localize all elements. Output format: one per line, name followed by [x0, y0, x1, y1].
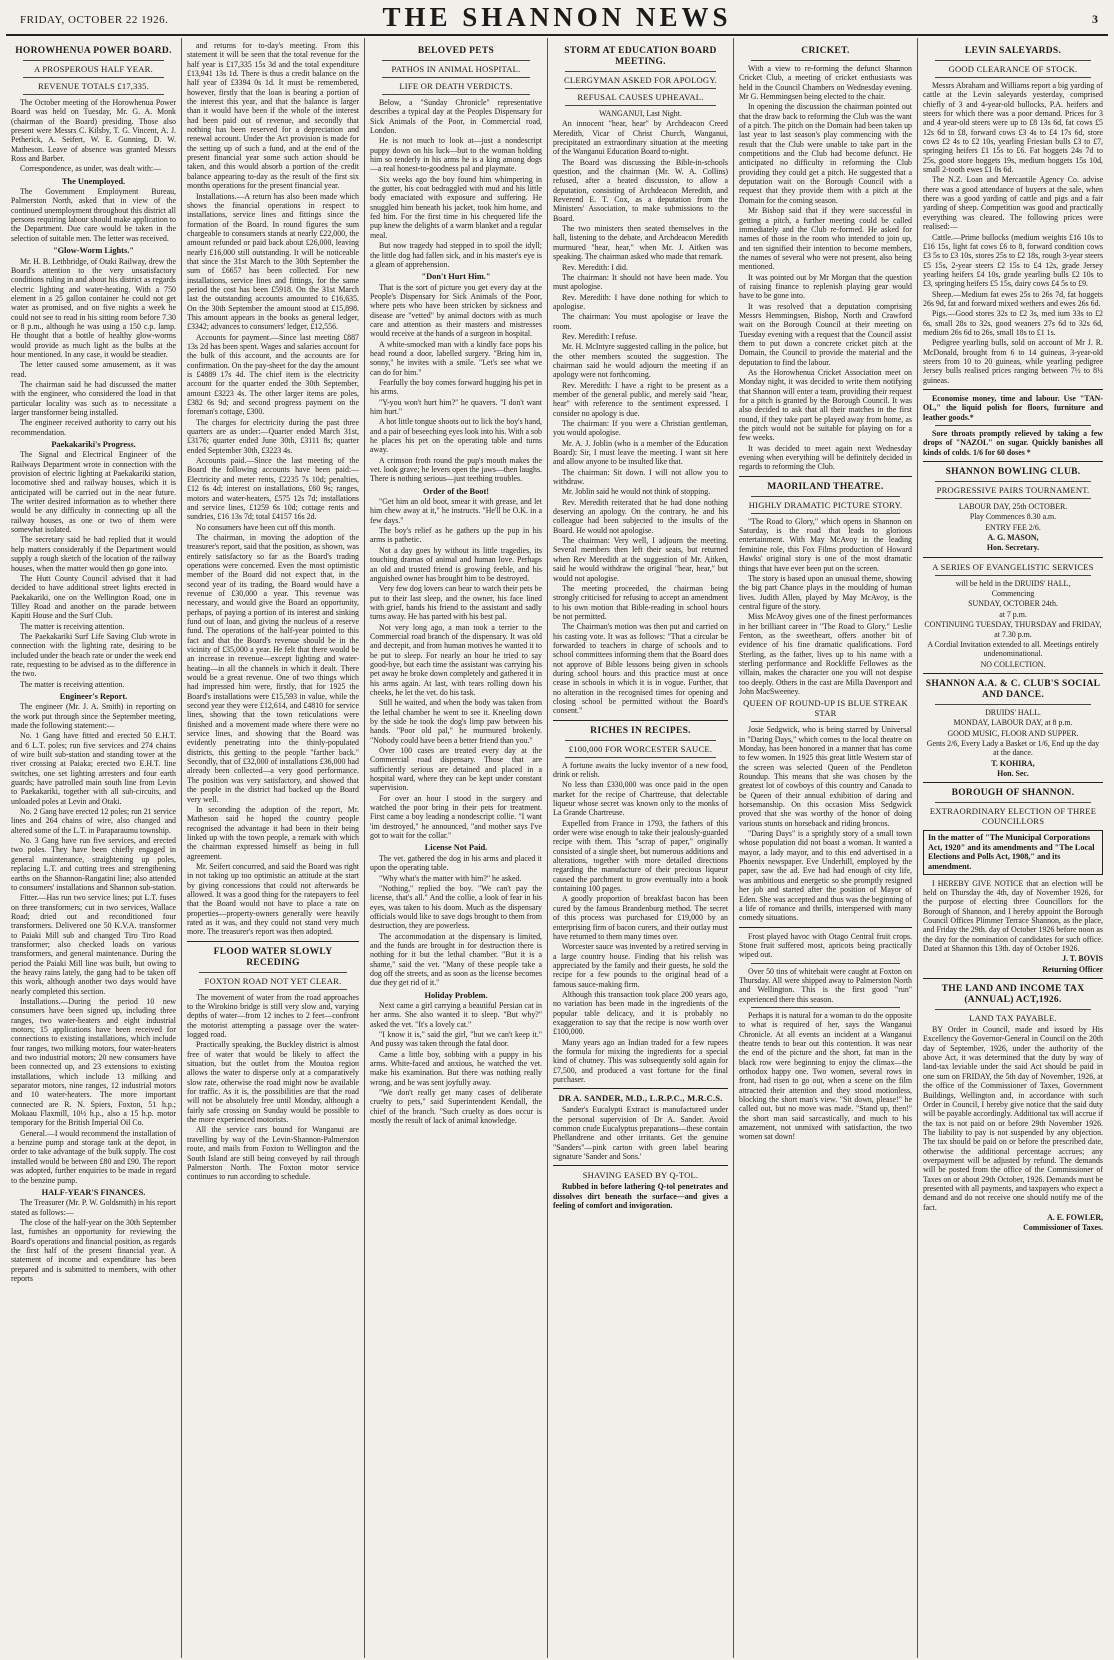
evangelistic-services-notice — [923, 562, 1103, 669]
divider — [739, 476, 912, 477]
notice-title: A SERIES OF EVANGELISTIC SERVICES — [932, 561, 1094, 572]
paragraph: and returns for to-day's meeting. From this statement it will be seen that the total revenue for the half year is £17,335 15s 3d and the total expenditure £13,941 13s 1d. There is thus a credit balance on the half year of £3394 0s 1d. It must be remembered, however, firstly that the loan is bearing a portion of the interest this year, and that the balance is larger than it would have been if the whole of the interest had been paid out of revenue, and secondly that nothing has been reserved for a depreciation and renewal account. Under the Act provision is made for the setting up of such a fund, and at the end of the present financial year some such action should be taken, and this would absorb a portion of the credit balance appearing to-day as the result of the first six months operations for the present financial year. — [187, 41, 359, 191]
section-heading: Holiday Problem. — [424, 990, 488, 1000]
headline-education-board: STORM AT EDUCATION BOARD MEETING. — [564, 46, 717, 67]
subhead: LIFE OR DEATH VERDICTS. — [399, 81, 513, 91]
headline-beloved-pets: BELOVED PETS — [417, 46, 495, 56]
notice-line: ENTRY FEE 2/6. — [985, 522, 1041, 532]
notice-line: Play Commences 8.30 a.m. — [969, 512, 1057, 522]
paragraph: Perhaps it is natural for a woman to do the opposite to what is required of her, says the Wanganui Chronicle. At all events an incident at a Wanganui theatre tends to bear out this contention. It was near the end of the picture and the short, fat man in the black row were beginning to enjoy the climax—the orthodox happy one. Two women, several rows in front, had risen to go out, when a scene on the film attracted their attention and they stood motionless, blocking the short man's view. "Sit down, please!" he called out, but no move was made. "Stand up, then!" the short man said sarcastically, and much to his amazement, not unmixed with satisfaction, the two women sat down! — [739, 1010, 912, 1142]
subhead: GOOD CLEARANCE OF STOCK. — [948, 64, 1078, 74]
section-heading: The Unemployed. — [61, 176, 126, 186]
notice-line: NO COLLECTION. — [980, 659, 1046, 669]
notice-line: GOOD MUSIC, FLOOR AND SUPPER. — [947, 728, 1079, 738]
paragraph: "Y-you won't hurt him?" he quavers. "I don't want him hurt." — [370, 397, 542, 416]
issue-date: FRIDAY, OCTOBER 22 1926. — [20, 14, 169, 26]
paragraph: Accounts paid.—Since the last meeting of the Board the following accounts have been paid:—Electricity and meter rents, £2235 7s 10d; penalties, £12 6s 4d; interest on installations, £60 9s; ranges, motors and water-heaters, £575 12s 7d; installations and service lines, £1259 6s 10d; cottage rents and sundries, £16 13s 7d; total £4157 16s 2d. — [187, 456, 359, 522]
divider — [553, 1165, 728, 1166]
notice-body: BY Order in Council, made and issued by His Excellency the Governor-General in Council on the 20th day of September, 1926, under the authority of the above Act, it was determined that the duty by way of land-tax leviable under the said Act should be paid in one sum on FRIDAY, the 5th day of November, 1926, at the office of the Commissioner of Taxes, Government Buildings, Wellington and, in accordance with such Order in Council, I hereby give notice that the said duty will be payable accordingly. Additional tax will accrue if the tax is not paid on or before 29th November 1926. The liability to pay is not suspended by any objection. The tax should be paid on or before the prescribed date, otherwise the additional percentage accrues; any overpayment will be adjusted by refund. The demands will be posted from the office of the Commissioner of Taxes on or about 29th October, 1926. Demands must be presented with all payments, and taxpayers who expect a demand and do not receive one should notify me of the fact. — [923, 1025, 1103, 1212]
paragraph: The two ministers then seated themselves in the hall, listening to the debate, and Archdeacon Meredith murmured "hear, hear," when Mr. J. Aitken was speaking. The chairman asked who made that remark. — [553, 224, 728, 262]
paragraph: It was decided to meet again next Wednesday evening when everything will be definitely decided in regards to reforming the Club. — [739, 443, 912, 472]
paragraph: The matter is receiving attention. — [20, 679, 125, 689]
paragraph: As the Horowhenua Cricket Association meet on Monday night, it was decided to write them notifying that Shannon will enter a team, providing their request for a pitch is granted by the Borough Council. It was also decided to ask that all their matches in the first round, if they take part be played away from home, as the pitch would not be suitable for playing on for a few weeks. — [739, 368, 912, 443]
paragraph: Rev. Meredith: I did. — [562, 262, 628, 272]
paragraph: Fearfully the boy comes forward hugging his pet in his arms. — [370, 377, 542, 397]
headline-flood: FLOOD WATER SLOWLY RECEDING — [213, 946, 333, 968]
divider — [923, 389, 1103, 390]
paragraph: "We don't really get many cases of deliberate cruelty to pets," said Superintendent Kendall, the chief of the branch. "Such cruelty as does occur is mostly the result of lack of animal knowledge. — [370, 1088, 542, 1126]
column-3 — [365, 38, 548, 1658]
columns — [6, 38, 1108, 1658]
paragraph: An innocent "hear, hear" by Archdeacon Creed Meredith, Vicar of Christ Church, Wanganui, precipitated an extraordinary situation at the meeting of the Wanganui Education Board to-night. — [553, 119, 728, 157]
headline-theatre: MAORILAND THEATRE. — [767, 481, 884, 492]
notice-signature: J. T. BOVIS — [1062, 954, 1103, 964]
page-number: 3 — [1092, 12, 1098, 26]
paragraph: Accounts for payment.—Since last meeting £887 13s 2d has been spent. Wages and salaries account for the bulk of this account, and the accounts are for confirmation. On the pay-sheet for the day the amount is £4889 17s 4d. The chief item is the electricity account for the quarter ended the 30th September, amount £3223 4s. The other larger items are poles, £382 6s 9d; and second progress payment on the foreman's cottage, £300. — [187, 332, 359, 417]
paragraph: Messrs Abraham and Williams report a big yarding of cattle at the Levin saleyards yesterday, comprised chiefly of 3 and 4-year-old bullocks, P.A. heifers and steers for which there was a poor demand. Prices for 3 and 4 year-old steers were up to £8 13s 6d, fat cows £5 12s 6d to £8, forward cows £3 4s to £4 17s 6d, store cows £2 4s to £2 10s, yearling Friesian bulls £3 to £7, springing heifers £1 15s to £6. Fat hoggets 24s 7d to 25s, good store hoggets 19s, medium hoggets 15s 10d, small 2-tooth ewes £1 0s 6d. — [923, 81, 1103, 175]
advert-body: Sander's Eucalypti Extract is manufactured under the personal supervision of Dr A. Sander. Avoid common crude Eucalyptus preparations—these contain Phellandrene and other irritants. Get the genuine "Sanders"—pink carton with green label bearing signature 'Sander and Sons.' — [553, 1105, 728, 1162]
paragraph: The Paekakariki Surf Life Saving Club wrote in connection with the lighting rate, desiring to be included under the beach rate or under the week end rate, requesting to be advised as to the difference in the two. — [11, 631, 176, 679]
column-5 — [734, 38, 918, 1658]
paragraph: For over an hour I stood in the surgery and watched the poor bring in their pets for treatment. First came a boy leading a nondescript collie. "I want 'im destroyed," he announced, "and mother says I've got to wait for the collar." — [370, 793, 542, 841]
paragraph: He is not much to look at—just a nondescript puppy down on his luck—but to the woman holding him so tenderly in his arms he is a king among dogs—a real honest-to-goodness pal and playmate. — [370, 136, 542, 174]
paragraph: A crimson froth round the pup's mouth makes the vet. look grave; he levers open the jaws—then laughs. There is nothing serious—just teething troubles. — [370, 455, 542, 484]
paragraph: Rev. Meredith: I refuse. — [562, 331, 638, 341]
paragraph: The chairman: Very well, I adjourn the meeting. Several members then left their seats, but returned when Rev Meredith at the suggestion of Mr. Aitken, said he would withdraw the original "hear, hear," but would not apologise. — [553, 536, 728, 583]
notice-title: SHANNON BOWLING CLUB. — [945, 467, 1081, 478]
paragraph: Expelled from France in 1793, the fathers of this order were wise enough to take their jealously-guarded recipe with them. This "scrap of paper," originally consisted of a single sheet, but numerous additions and alterations, together with more detailed directions regarding the manufacture of their precious liqueur caused the parchment to grow eventually into a book containing 100 pages. — [553, 818, 728, 894]
paragraph: The meeting proceeded, the chairman being strongly criticised for refusing to accept an amendment to his own motion that Bible-reading in school hours be not permitted. — [553, 583, 728, 621]
paragraph: No. 3 Gang have run five services, and erected two poles. They have been chiefly engaged in general maintenance, straightening up poles, replacing L.T. and cutting trees and strengthening earths on the Shannon-Rangatini line; also attended to consumers' installations and Shannon sub-station. — [11, 836, 176, 892]
paragraph: Not a day goes by without its little tragedies, its touching dramas of animal and human love. Perhaps an old and trusted friend is growing feeble, and his anguished owner has brought him to be destroyed. — [370, 545, 542, 583]
paragraph: It was pointed out by Mr Morgan that the question of raising finance to replenish playing gear would have to be gone into. — [739, 272, 912, 301]
divider — [935, 498, 1091, 499]
paragraph: The letter caused some amusement, as it was read. — [11, 360, 176, 379]
paragraph: A white-smocked man with a kindly face pops his head round a door, labelled surgery. "Bring him in, sonny," he invites with a smile. "Let's see what we can do for him." — [370, 339, 542, 377]
paragraph: Frost played havoc with Otago Central fruit crops. Stone fruit suffered most, apricots being practically wiped out. — [739, 931, 912, 960]
divider — [382, 94, 530, 95]
divider — [23, 77, 164, 78]
divider — [935, 60, 1091, 61]
social-dance-notice — [923, 679, 1103, 778]
divider — [565, 105, 716, 106]
paragraph: "Daring Days" is a sprightly story of a small town whose population did not boast a woman. It wanted a mayor, a lady mayor, and to this end advertised in a Phoenix newspaper. Eve Underhill, employed by the paper, saw the ad. Eve had had enough of city life, was ambitious and energetic so she promptly resigned her job and started after the position of Mayor of Eden. She was accepted and thus was the beginning of a life of romance and thrills, interspersed with many comedy situations. — [739, 829, 912, 923]
paragraph: The chairman: You must apologise or leave the room. — [553, 312, 728, 331]
headline-saleyards: LEVIN SALEYARDS. — [964, 46, 1062, 56]
paragraph: The chairman, in moving the adoption of the treasurer's report, said that the position, as shown, was entirely satisfactory so far as the Board's trading operations were concerned. Even the most optimistic member of the Board did not expect that, in the second year of its trading, the Board would have a revenue of £30,000 a year. This revenue was necessary, and would give the Board an opportunity, perhaps, of paying a portion of its interest and sinking fund out of loan, and giving the nucleus of a reserve fund. The operations of the half-year pointed to this fact and that the Board's revenue should be in the vicinity of £35,000 a year. He felt that there would be an increase in revenue—except lighting and water-heating—in all the channels in which it dealt. There would be a great revenue. One of two things which had impressed him were, firstly, that for 1925 the Board's installations were £15,593 in value, while the second year they were £12,614, and £4810 for service lines, showing that the town reticulations were finished and a movement made where there were no service lines, and showing that the Board was evidently penetrating into the thinly-populated districts, this getting to the people "farther back." Secondly, that of £32,000 of installations £36,000 had already been collected—a very good performance. The position was very satisfactory, and showed that the people in the district had backed up the Board very well. — [187, 532, 359, 804]
notice-title: SHANNON A.A. & C. CLUB'S SOCIAL AND DANCE. — [925, 678, 1101, 700]
paragraph: A hot little tongue shoots out to lick the boy's hand, and a pair of beseeching eyes look into his. With a sob he places his pet on the operating table and turns away. — [370, 417, 542, 455]
paragraph: No. 2 Gang have erected 12 poles; run 21 service lines and 264 chains of wire, also changed and altered some of the L.T. in Paraparaumu township. — [11, 807, 176, 835]
paragraph: Correspondence, as under, was dealt with:— — [20, 164, 162, 174]
paragraph: In seconding the adoption of the report, Mr. Matheson said he hoped the country people recognised the advantage it had been in their being linked up with the town people, a remark with which the chairman expressed himself as being in full agreement. — [187, 804, 359, 861]
subhead: HIGHLY DRAMATIC PICTURE STORY. — [748, 499, 903, 510]
paragraph: The Treasurer (Mr. P. W. Goldsmith) in his report stated as follows:— — [11, 1198, 176, 1217]
paragraph: In opening the discussion the chairman pointed out that the draw back to reforming the Club was the want of a pitch. The pitch on the Domain had been taken up last year to last season's play commencing with the result that the Club were unable to take part in the competitions and the Club had become defunct. He anticipated no difficulty in reforming the Club providing they could get a pitch. He suggested that a deputation wait on the Borough Council with a request that they provide them with a pitch at the Domain for the coming season. — [739, 102, 912, 205]
paragraph: Rev. Meredith: I have a right to be present as a member of the general public, and merely said "hear, hear" with reference to the sentiment expressed. I consider no apology is due. — [553, 380, 728, 418]
divider — [382, 60, 530, 61]
paragraph: "Get him an old boot, smear it with grease, and let him chew away at it," he instructs. "He'll be O.K. in a few days." — [370, 497, 542, 525]
divider — [553, 1088, 728, 1089]
paragraph: The Chairman's motion was then put and carried on his casting vote. It was as follows: "That a circular be forwarded to teachers in charge of schools and to school committees informing them that the Board does not approve of Bible lessons being given in schools during school hours and this practice must at once cease in schools in which it is in vogue. Further, that no alteration in the recognised times for opening and closing school be permitted without the Board's consent." — [553, 622, 728, 716]
headline-riches: RICHES IN RECIPES. — [590, 725, 691, 736]
paragraph: Although this transaction took place 200 years ago, no variation has been made in the ingredients of the popular table delicacy, and it is probably no exaggeration to say that the recipe is now worth over £100,000. — [553, 989, 728, 1037]
paragraph: Not very long ago, a man took a terrier to the Commercial road branch of the dispensary. It was old and decrepit, and from human motives he wanted it to be put to sleep. For nearly an hour he tried to say good-bye, but each time the assistant was carrying his pet away he broke down completely and gathered it in his arms again. At last, with tears rolling down his cheeks, he let the vet. do his task. — [370, 622, 542, 697]
paragraph: A fortune awaits the lucky inventor of a new food, drink or relish. — [553, 760, 728, 779]
paragraph: Practically speaking, the Buckley district is almost free of water that would be likely to affect the situation, but the outlet from the Moutoa region allows the water to disperse only at a comparatively slow rate, otherwise the road might now be available for traffic. As it is, the possibilities are that the road will not be absolutely free until Monday, although a fairly safe crossing on Sunday would be possible to the more experienced motorists. — [187, 1040, 359, 1125]
notice-line: at 7 p.m. — [999, 609, 1027, 619]
paragraph: Over 50 tins of whitebait were caught at Foxton on Thursday. All were shipped away to Palmerston North and Wellington. This is the first good "run" experienced there this season. — [739, 966, 912, 1004]
section-heading: "Don't Hurt Him." — [421, 272, 491, 282]
advert-title: DR A. SANDER, M.D., L.R.P.C., M.R.C.S. — [558, 1093, 723, 1104]
section-heading: Order of the Boot! — [422, 486, 490, 496]
paragraph: The story is based upon an unusual theme, showing the big part Chance plays in the moulding of human lives. Judith Allen, played by May McAvoy, is the central figure of the story. — [739, 573, 912, 611]
notice-title: THE LAND AND INCOME TAX (ANNUAL) ACT,1926. — [941, 984, 1085, 1006]
subhead: REFUSAL CAUSES UPHEAVAL. — [577, 92, 704, 102]
headline-power-board: HOROWHENUA POWER BOARD. — [15, 46, 172, 56]
paragraph: Came a little boy, sobbing with a puppy in his arms. White-faced and anxious, he watched the vet. make his examination. But there was nothing really wrong, and he was sent joyfully away. — [370, 1049, 542, 1087]
paragraph: Mr. Joblin said he would not think of stopping. — [562, 487, 711, 497]
notice-subtitle: PROGRESSIVE PAIRS TOURNAMENT. — [936, 485, 1090, 496]
borough-election-notice — [923, 788, 1103, 974]
notice-line: will be held in the DRUIDS' HALL, — [955, 578, 1071, 588]
paragraph: The matter is receiving attention. — [20, 621, 125, 631]
divider — [23, 60, 164, 61]
divider — [739, 927, 912, 928]
paragraph: The engineer received authority to carry out his recommendation. — [11, 418, 176, 437]
notice-role: Commissioner of Taxes. — [1023, 1223, 1103, 1233]
divider — [565, 88, 716, 89]
subhead: CLERGYMAN ASKED FOR APOLOGY. — [564, 75, 717, 85]
notice-legal-box: In the matter of "The Municipal Corporations Act, 1920" and its amendments and "The Local Elections and Polls Act, 1908," and its amendment. — [923, 830, 1103, 874]
section-heading: Paekakariki's Progress. — [51, 440, 136, 450]
divider — [751, 513, 900, 514]
divider — [751, 496, 900, 497]
dateline: WANGANUI, Last Night. — [599, 109, 682, 118]
paragraph: With a view to re-forming the defunct Shannon Cricket Club, a meeting of cricket enthusiasts was held in the Council Chambers on Wednesday evening. Mr G. Hemmingsen being elected to the chair. — [739, 64, 912, 102]
divider — [923, 461, 1103, 462]
divider — [935, 802, 1091, 803]
notice-line: LABOUR DAY, 25th OCTOBER. — [958, 502, 1068, 512]
paragraph: No. 1 Gang have fitted and erected 50 E.H.T. and 6 L.T. poles; run five services and 274 chains of wire built sub-station and standing tower at the river crossing at Paiaka; erected two E.H.T. line switches, one set lighting arresters and four earth guards; have patrolled main south line from Levin to Paekakariki, together with all sub-circuits, and unloaded poles at Levin and Otaki. — [11, 731, 176, 806]
section-heading: HALF-YEAR'S FINANCES. — [41, 1187, 146, 1197]
masthead — [6, 0, 1108, 36]
notice-line: MONDAY, LABOUR DAY, at 8 p.m. — [953, 718, 1073, 728]
notice-title: BOROUGH OF SHANNON. — [951, 788, 1075, 799]
notice-line: CONTINUING TUESDAY, THURSDAY and FRIDAY, at 7.30 p.m. — [924, 620, 1102, 639]
paragraph: It was resolved that a deputation comprising Messrs Hemmingsen, Bishop, North and Crawford wait on the Borough Council at their meeting on Tuesday evening with a request that the Council assist them to put down a concrete cricket pitch at the Domain, the Council to provide the material and the deputation to find the labour. — [739, 301, 912, 367]
paragraph: All the service cars bound for Wanganui are travelling by way of the Levin-Shannon-Palmerston route, and mails from Foxton to Wellington and the South Island are still being conveyed by rail through Palmerston North. The Foxton motor service continues to run according to schedule. — [187, 1125, 359, 1182]
paragraph: Over 100 cases are treated every day at the Commercial road dispensary. Those that are sufficiently serious are detained and placed in a hospital ward, where they can be kept under constant supervision. — [370, 746, 542, 793]
paragraph: Below, a "Sunday Chronicle" representative describes a typical day at the Peoples Dispensary for Sick Animals of the Poor, in Commercial road, London. — [370, 98, 542, 136]
paragraph: The Signal and Electrical Engineer of the Railways Department wrote in connection with the provision of electric lighting at Paekakariki station, locomotive shed and railway houses, which it is anticipated will be carried out in the near future. The writer desired information as to whether there would be any difficulty in connecting up all the railway houses, as one or two of them were somewhat isolated. — [11, 450, 176, 535]
divider — [565, 740, 716, 741]
divider — [923, 978, 1103, 979]
paragraph: Rev. Meredith reiterated that he had done nothing deserving an apology. On the contrary, he and his colleague had been subjected to the insults of the Board. He would not apologise. — [553, 497, 728, 535]
paragraph: Six weeks ago the boy found him whimpering in the gutter, his coat bedraggled with mud and his little body emaciated with exposure and suffering. He snuggled him beneath his jacket, took him home, and fed him. For the first time in his chequered life the pup knew the delights of a warm blanket and a regular meal. — [370, 174, 542, 240]
paragraph: The chairman: Sit down. I will not allow you to withdraw. — [553, 467, 728, 487]
paragraph: The vet. gathered the dog in his arms and placed it upon the operating table. — [370, 853, 542, 873]
column-1 — [6, 38, 182, 1658]
paragraph: Next came a girl carrying a beautiful Persian cat in her arms. She also wanted it to sleep. "But why?" asked the vet. "It's a lovely cat." — [370, 1000, 542, 1029]
section-heading: "Glow-Worm Lights." — [53, 246, 134, 256]
paragraph: General.—I would recommend the installation of a benzine pump and storage tank at the depot, in order to take advantage of the bulk supply. The cost installed would be between £80 and £90. The report was adopted, further enquiries to be made in regard to the benzine pump. — [11, 1128, 176, 1185]
paragraph: The accommodation at the dispensary is limited, and the funds are brought in for destruction there is nothing for it but the lethal chamber. "But it is a shame," said the vet. "Many of these people take a dog off the streets, and as soon as the license becomes due they get rid of it." — [370, 931, 542, 988]
advert-title: SHAVING EASED BY Q-TOL. — [582, 1170, 699, 1181]
paragraph: The engineer (Mr. J. A. Smith) in reporting on the work put through since the September meeting, made the following statement:— — [11, 702, 176, 730]
divider — [923, 673, 1103, 674]
subhead: QUEEN OF ROUND-UP IS BLUE STREAK STAR — [743, 698, 908, 719]
paragraph: But now tragedy had stepped in to spoil the idyll; the little dog had fallen sick, and in his master's eye is a gleam of apprehension. — [370, 241, 542, 269]
paragraph: Worcester sauce was invented by a retired serving in a large country house. Finding that his relish was appreciated by the family and their guests, he sold the recipe for a few pounds to the original head of a famous sauce-making firm. — [553, 942, 728, 989]
paragraph: Cattle.—Prime bullocks (medium weights £16 10s to £16 15s, light fat cows £6 to 8, forward condition cows £3 5s to £3 10s, stores 25s to £2 18s, rough 3-year steers £5 15s, 2-year steers £2 15s to £4 12s, grade Jersey yearling heifers £4 10s, grade yearling bulls £2 10s to £3, springing heifers £5 15s, dairy cows £4 5s to £9. — [923, 232, 1103, 289]
divider — [935, 481, 1091, 482]
newspaper-title: THE SHANNON NEWS — [382, 1, 732, 32]
notice-line: DRUIDS' HALL. — [985, 707, 1041, 717]
paragraph: "The Road to Glory," which opens in Shannon on Saturday, is the road that leads to glorious entertainment. With May McAvoy in the leading feminine role, this Fox Films production of Howard Hawks' original story is one of the most dramatic things that have ever been put on the screen. — [739, 516, 912, 573]
paragraph: The secretary said he had replied that it would help matters considerably if the Department would supply a rough sketch of the location of the railway houses, when the matter would then go gone into. — [11, 535, 176, 573]
divider — [751, 721, 900, 722]
paragraph: Mr. Seifert concurred, and said the Board was right in not taking up too optimistic an attitude at the start by giving concessions that could not afterwards be allowed. It was a good thing for the ratepayers to feel that the Board would not have to place a rate on properties—property-owners generally were heavily rated as it was, and they could not stand very much more. The treasurer's report was then adopted. — [187, 861, 359, 937]
paragraph: "Nothing," replied the boy. "We can't pay the license, that's all." And the collie, a look of fear in his eyes, was taken to his doom. Much as the dispensary officials would like to save dogs brought to them from destruction, they are powerless. — [370, 883, 542, 931]
paragraph: The Government Employment Bureau, Palmerston North, asked that in view of the continued unemployment throughout this district all persons requiring labour should make application to the Department. Due care would be taken in the selection of suitable men. The letter was received. — [11, 187, 176, 243]
paragraph: Installations.—During the period 10 new consumers have been signed up, including three ranges, two water-heaters and eight industrial motors; 15 applications have been received for connections to existing installations, which include four ranges, two milking motors, four water-heaters and two industrial motors; 20 new consumers have been connected up, and 23 extensions to existing installations, which include 13 milking and separator motors, nine ranges, 12 industrial motors and 10 water-heaters. The more important connected are R. N. Spiers, Foxton, 51 h.p.; Mokaau Flaxmill, 10½ h.p., also a 15 h.p. motor temporary for the British Imperial Oil Co. — [11, 996, 176, 1128]
paragraph: Mr. H. B. Lethbridge, of Otaki Railway, drew the Board's attention to the very unsatisfactory conditions ruling in and about his district as regards electric lighting and water-heating. With a 750 element in a 25 gallon container he could not get water as promised, and on five nights a week he could not see to read in his sitting room before 7.30 or 8 p.m., although he was using a 150 c.p. lamp. He thought that a bottle of healthy glow-worms would provide as much light as the bulbs at the hour mentioned. In any case, it would be steadier. — [11, 256, 176, 359]
paragraph: "Why what's the matter with him?" he asked. — [379, 873, 522, 883]
divider — [565, 757, 716, 758]
subhead: A PROSPEROUS HALF YEAR. — [34, 64, 153, 74]
divider — [935, 425, 1091, 426]
paragraph: Rev. Meredith: I have done nothing for which to apologise. — [553, 292, 728, 311]
paragraph: The movement of water from the road approaches to the Wirokino bridge is still very slow and, varying depths of water—from 12 inches to 2 feet—confront the motorist attempting a passage over the water-logged road. — [187, 992, 359, 1040]
advert-body: Rubbed in before lathering Q-tol penetrates and dissolves dirt beneath the surface—and gives a feeling of comfort and invigoration. — [553, 1182, 728, 1211]
notice-line: A Cordial Invitation extended to all. Meetings entirely undenominational. — [927, 639, 1099, 659]
paragraph: Mr Bishop said that if they were successful in getting a pitch, a further meeting could be called immediately and the Club re-formed. He asked for names of those in the room who intended to join up, and ten signified their intention to become members, the names of several who were not present, also being mentioned. — [739, 206, 912, 272]
paragraph: Installations.—A return has also been made which shows the financial operations in respect to installations, service lines and fittings since the formation of the Board. In round figures the sum chargeable to consumers stands at nearly £22,000, the amount refunded or paid back about £26,000, leaving nearly £16,000 still outstanding. It will be noticeable that since the 31st March to the 30th September the sum of £6657 has been collected. For new installations, service lines and fittings, for the same period the cost has been £5918. On the 31st March last the outstanding accounts amounted to £16,635. On the 30th September the amount stood at £15,898. This amount appears in the books as general ledger, £3342; advances to consumers' ledger, £12,556. — [187, 191, 359, 332]
notice-signature: A. E. FOWLER, — [1047, 1212, 1103, 1222]
column-2 — [182, 38, 365, 1658]
paragraph: Mr. A. J. Joblin (who is a member of the Education Board): Sir, I must leave the meeting. I want sit here and allow anyone to be insulted like that. — [553, 438, 728, 467]
paragraph: The close of the half-year on the 30th September last, furnishes an opportunity for reviewing the Board's operations and financial position, as regards the first half of the present financial year. A statement of income and expenditure has been prepared and is submitted to members, with other reports — [11, 1217, 176, 1283]
divider — [923, 557, 1103, 558]
paragraph: The chairman: If you were a Christian gentleman, you would apologise. — [553, 419, 728, 438]
paragraph: Sheep.—Medium fat ewes 25s to 26s 7d, fat hoggets 26s 9d, fat and forward mixed wethers and ewes 26s 6d. — [923, 289, 1103, 308]
paragraph: Pedigree yearling bulls, sold on account of Mr J. R. McDonald, brought from 6 to 14 guineas, 3-year-old steers from 10 to 20 guineas, while yearling pedigree Jersey bulls realised prices ranging between 7½ to 8¼ guineas. — [923, 338, 1103, 385]
divider — [187, 941, 359, 942]
paragraph: The Board was discussing the Bible-in-schools question, and the chairman (Mr. W. A. Collins) refused, after a heated discussion, to allow a deputation, consisting of Archdeacon Meredith, and Reverend E. T. Cox, as a deputation from the Ministers' Association, to make submissions to the Board. — [553, 157, 728, 223]
notice-signature: T. KOHIRA, — [991, 758, 1035, 768]
notice-role: Hon. Sec. — [997, 768, 1029, 778]
paragraph: The Hutt County Council advised that it had decided to have additional street lights erected in Paekakariki, one on the Wellington Road, one in Tilley Road and another on the parade between Kapiti House and the Surf Club. — [11, 573, 176, 621]
paragraph: The chairman said he had discussed the matter with the engineer, who considered the load in that particular locality was such as to necessitate a larger transformer being installed. — [11, 379, 176, 417]
divider — [935, 704, 1091, 705]
paragraph: Still he waited, and when the body was taken from the lethal chamber he went to see it. Kneeling down by the side he took the dog's limp paw between his hands. "Poor old pal," he murmured brokenly. "Nobody could have been a better friend than you." — [370, 698, 542, 745]
paragraph: Many years ago an Indian traded for a few rupees the formula for mixing the ingredients for a special kind of chutney. This was subsequently sold again for £7,500, and produced a vast fortune for the final purchaser. — [553, 1037, 728, 1084]
section-heading: License Not Paid. — [424, 843, 488, 853]
notice-body: I HEREBY GIVE NOTICE that an election will be held on Thursday the 4th, day of November 1926, for the purpose of electing three Councillors for the Borough of Shannon, and I hereby appoint the Borough Council Offices Plimmer Terrace Shannon, as the place, and Friday the 29th. day of October 1926 before noon as the day for the nomination of candidates for such office. Dated at Shannon this 13th. day of October 1926. — [923, 878, 1103, 954]
notice-role: Hon. Secretary. — [986, 543, 1040, 553]
notice-line: Commencing — [991, 589, 1035, 599]
subhead: £100,000 FOR WORCESTER SAUCE. — [568, 743, 713, 754]
paragraph: The N.Z. Loan and Mercantile Agency Co. advise there was a good attendance of buyers at the sale, when there was a good yarding of cattle and pigs and a fair yarding of sheep. Competition was good and practically everything was cleared. The following prices were realised:— — [923, 175, 1103, 232]
notice-subtitle: EXTRAORDINARY ELECTION OF THREE COUNCILLORS — [929, 806, 1097, 827]
column-4 — [548, 38, 734, 1658]
paragraph: A goodly proportion of breakfast bacon has been cured by the famous Brandenburg method. The secret of this process was purchased for £19,000 by an enterprising firm of bacon curers, and their outlay must have returned to them many times over. — [553, 894, 728, 941]
notice-line: Gents 2/6, Every Lady a Basket or 1/6, End up the day at the dance. — [926, 738, 1100, 758]
paragraph: "I know it is," said the girl, "but we can't keep it." And pussy was taken through the fatal door. — [370, 1030, 542, 1049]
paragraph: That is the sort of picture you get every day at the People's Dispensary for Sick Animals of the Poor, where pets who have been stricken by sickness and disease are "vetted" by animal doctors with as much care and attention as their masters and mistresses would receive at the hands of a surgeon in hospital. — [370, 282, 542, 339]
divider — [923, 782, 1103, 783]
bowling-club-notice — [923, 467, 1103, 553]
divider — [199, 989, 347, 990]
subhead: PATHOS IN ANIMAL HOSPITAL. — [391, 64, 521, 74]
divider — [23, 94, 164, 95]
notice-line: SUNDAY, OCTOBER 24th. — [968, 599, 1058, 609]
advert-nazol: Sore throats promptly relieved by taking a few drops of "NAZOL" on sugar. Quickly banishes all kinds of colds. 1/6 for 60 doses * — [923, 429, 1103, 457]
paragraph: No consumers have been cut off this month. — [196, 522, 336, 532]
land-tax-notice — [923, 984, 1103, 1233]
paragraph: The October meeting of the Horowhenua Power Board was held on Tuesday, Mr. G. A. Monk (chairman of the Board) presiding. Those also present were Messrs C. Kilsby, T. G. Vincent, A. J. Petherick, A. Seifert, W. E. Gunning, D. W. Matheson. Leave of absence was granted Messrs Ross and Barber. — [11, 98, 176, 164]
paragraph: The boy's relief as he gathers up the pup in his arms is pathetic. — [370, 526, 542, 545]
divider — [935, 1009, 1091, 1010]
paragraph: The charges for electricity during the past three quarters are as under:—Quarter ended March 31st, £3176; quarter ended June 30th, £3111 8s; quarter ended September 30th, £3223 4s. — [187, 417, 359, 455]
paragraph: Miss McAvoy gives one of the finest performances in her brilliant career in "The Road to Glory." Leslie Fenton, as the sweetheart, offers another bit of evidence of his fine dramatic qualifications. Ford Sterling, as the father, lives up to his name with a sterling performance and Rockliffe Fellowes as the villain, makes the character one you will not despise too deeply. Others in the cast are Milla Davenport and John MacSweeney. — [739, 612, 912, 696]
paragraph: The chairman: It should not have been made. You must apologise. — [553, 272, 728, 292]
paragraph: Josie Sedgwick, who is being starred by Universal in "Daring Days," which comes to the local theatre on Monday, has been honored in a manner that has come to few women. In 1925 this great little Western star of the screen was selected Queen of the Pendleton Roundup. This means that she was chosen by the greatest lot of cowboys of this country and Canada to be Queen of their annual exhibition of daring and horsemanship. On this occasion Miss Sedgwick proved that she was worthy of the honor of doing various stunts on horseback and riding broncos. — [739, 725, 912, 828]
subhead: REVENUE TOTALS £17,335. — [37, 81, 149, 91]
divider — [935, 575, 1091, 576]
notice-subtitle: LAND TAX PAYABLE. — [969, 1013, 1057, 1024]
paragraph: Very few dog lovers can bear to watch their pets be put to their last sleep, and the owner, his face lined with grief, hands his friend to the assistant and sadly turns away. He has parted with his best pal. — [370, 584, 542, 622]
divider — [751, 963, 900, 964]
subhead: FOXTON ROAD NOT YET CLEAR. — [204, 975, 342, 986]
divider — [553, 720, 728, 721]
advert-tanol: Economise money, time and labour. Use "TAN-OL," the liquid polish for floors, furniture and leather goods.* — [923, 394, 1103, 422]
divider — [751, 1007, 900, 1008]
divider — [935, 77, 1091, 78]
section-heading: Engineer's Report. — [59, 691, 128, 701]
divider — [199, 972, 347, 973]
paragraph: Fitter.—Has run two service lines; put L.T. fuses on three transformers; cut in two services, Wallace Road; dried out and reconditioned four transformers. Delivered one 50 K.V.A. transformer to Paiaki Mill sub and changed Tiro Tiro Road transformer; also checked loads on various transformers, and general maintenance. During the period the Paiaki Mill line was built, but owing to the heavy rains lately, the gang had to be taken off this work, although another two days would have nearly completed this section. — [11, 893, 176, 996]
paragraph: Mr. H. McIntyre suggested calling in the police, but the other members scouted the suggestion. The chairman said he would adjourn the meeting if an apology were not forthcoming. — [553, 342, 728, 380]
notice-signature: A. G. MASON, — [987, 533, 1039, 543]
column-6 — [918, 38, 1108, 1658]
divider — [382, 77, 530, 78]
divider — [751, 60, 900, 61]
notice-role: Returning Officer — [1042, 964, 1103, 974]
paragraph: Pigs.—Good stores 32s to £2 3s, med ium 33s to £2 6s, small 28s to 32s, good weaners 27s 6d to 32s 6d, medium 26s 6d to 26s, small 18s to £1 1s. — [923, 309, 1103, 337]
headline-cricket: CRICKET. — [801, 46, 850, 56]
divider — [565, 71, 716, 72]
paragraph: No less than £330,000 was once paid in the open market for the recipe of Chartreuse, that delectable liqueur whose secret was known only to the monks of La Grande Chartreuse. — [553, 780, 728, 818]
